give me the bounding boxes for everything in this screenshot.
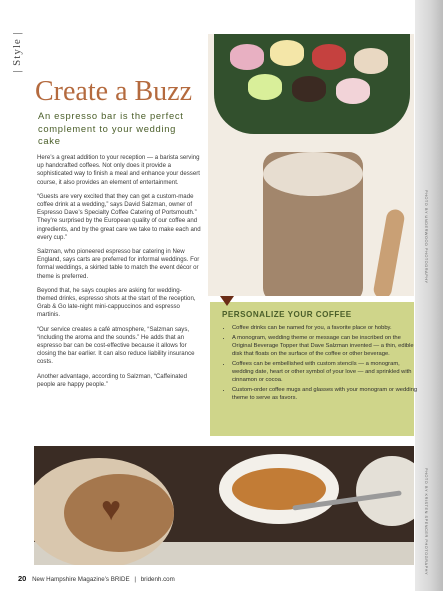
article-body [37,154,201,395]
cannoli [372,208,405,296]
body-paragraph: Here’s a great addition to your reception — a barista serving up handcrafted coffees. Not only does it provide a sophisticated way to finish a meal and enhance your dessert course, it also provides an element of entertainment. [37,154,200,186]
photo-credit-top: PHOTO BY UNDERWOOD PHOTOGRAPHY [424,190,429,284]
cappuccino-photo [34,446,414,565]
section-tag-label: | Style | [11,31,23,73]
body-paragraph: “Our service creates a café atmosphere, “Salzman says, “including the aroma and the sounds.” He adds that an espresso bar can be cost-effective because it allows for closing the bar earlier. It can also reduce liability insurance costs. [37,325,195,366]
publication-name: New Hampshire Magazine’s BRIDE [32,576,130,583]
article-title: Create a Buzz [35,76,193,107]
body-paragraph: Another advantage, according to Salzman, “Caffeinated people are happy people.” [37,372,187,388]
macaron [336,78,370,104]
page-number: 20 [18,574,27,583]
personalize-sidebar [210,302,418,436]
latte-photo [208,34,414,296]
body-paragraph: “Guests are very excited that they can get a custom-made coffee drink at a wedding,” says David Salzman, owner of Espresso Dave’s Specialty Coffee Catering of Portsmouth.” They’re surprised by the European quality of our coffee and ingredients, and by the great care we take to make each and every cup.” [37,192,201,241]
latte-foam [263,152,363,196]
website-link[interactable]: bridenh.com [140,576,175,583]
macaron [248,74,282,100]
macaron [270,40,304,66]
sidebar-marker [220,296,234,306]
macaron [230,44,264,70]
sidebar-item: • Coffee drinks can be named for you, a favorite place or hobby. [232,324,422,332]
macaron [354,48,388,74]
sidebar-item: • Coffees can be embellished with custom stencils — a monogram, wedding date, heart or other symbol of your love — and sprinkled with cinnamon or cocoa. [232,360,422,384]
cream-bowl [356,456,414,526]
sidebar-title: PERSONALIZE YOUR COFFEE [222,310,352,319]
photo-credit-bottom: PHOTO BY KRISTEN SPENCER PHOTOGRAPHY [424,468,429,576]
footer-separator: | [134,576,136,583]
heart-stencil: ♥ [101,490,122,528]
sidebar-item: • Custom-order coffee mugs and glasses with your monogram or wedding theme to serve as favors. [232,386,422,402]
sidebar-list [214,324,422,404]
body-paragraph: Salzman, who pioneered espresso bar catering in New England, says carts are preferred for informal weddings. For formal weddings, a skirted table to match the event décor or theme is preferred. [37,248,200,280]
page-gutter [415,0,443,591]
macaron [312,44,346,70]
macaron [292,76,326,102]
body-paragraph: Beyond that, he says couples are asking for wedding-themed drinks, espresso shots at the start of the reception, Grab & Go late-night mini-cappuccinos and espresso martinis. [37,286,196,319]
section-tag [6,20,28,90]
article-subtitle: An espresso bar is the perfect complement to your wedding cake [38,110,184,146]
page-footer [18,574,175,583]
sidebar-item: • A monogram, wedding theme or message can be inscribed on the Original Beverage Topper that Dave Salzman invented — a thin, edible disk that floats on the surface of the coffee or other beverage. [232,334,422,358]
